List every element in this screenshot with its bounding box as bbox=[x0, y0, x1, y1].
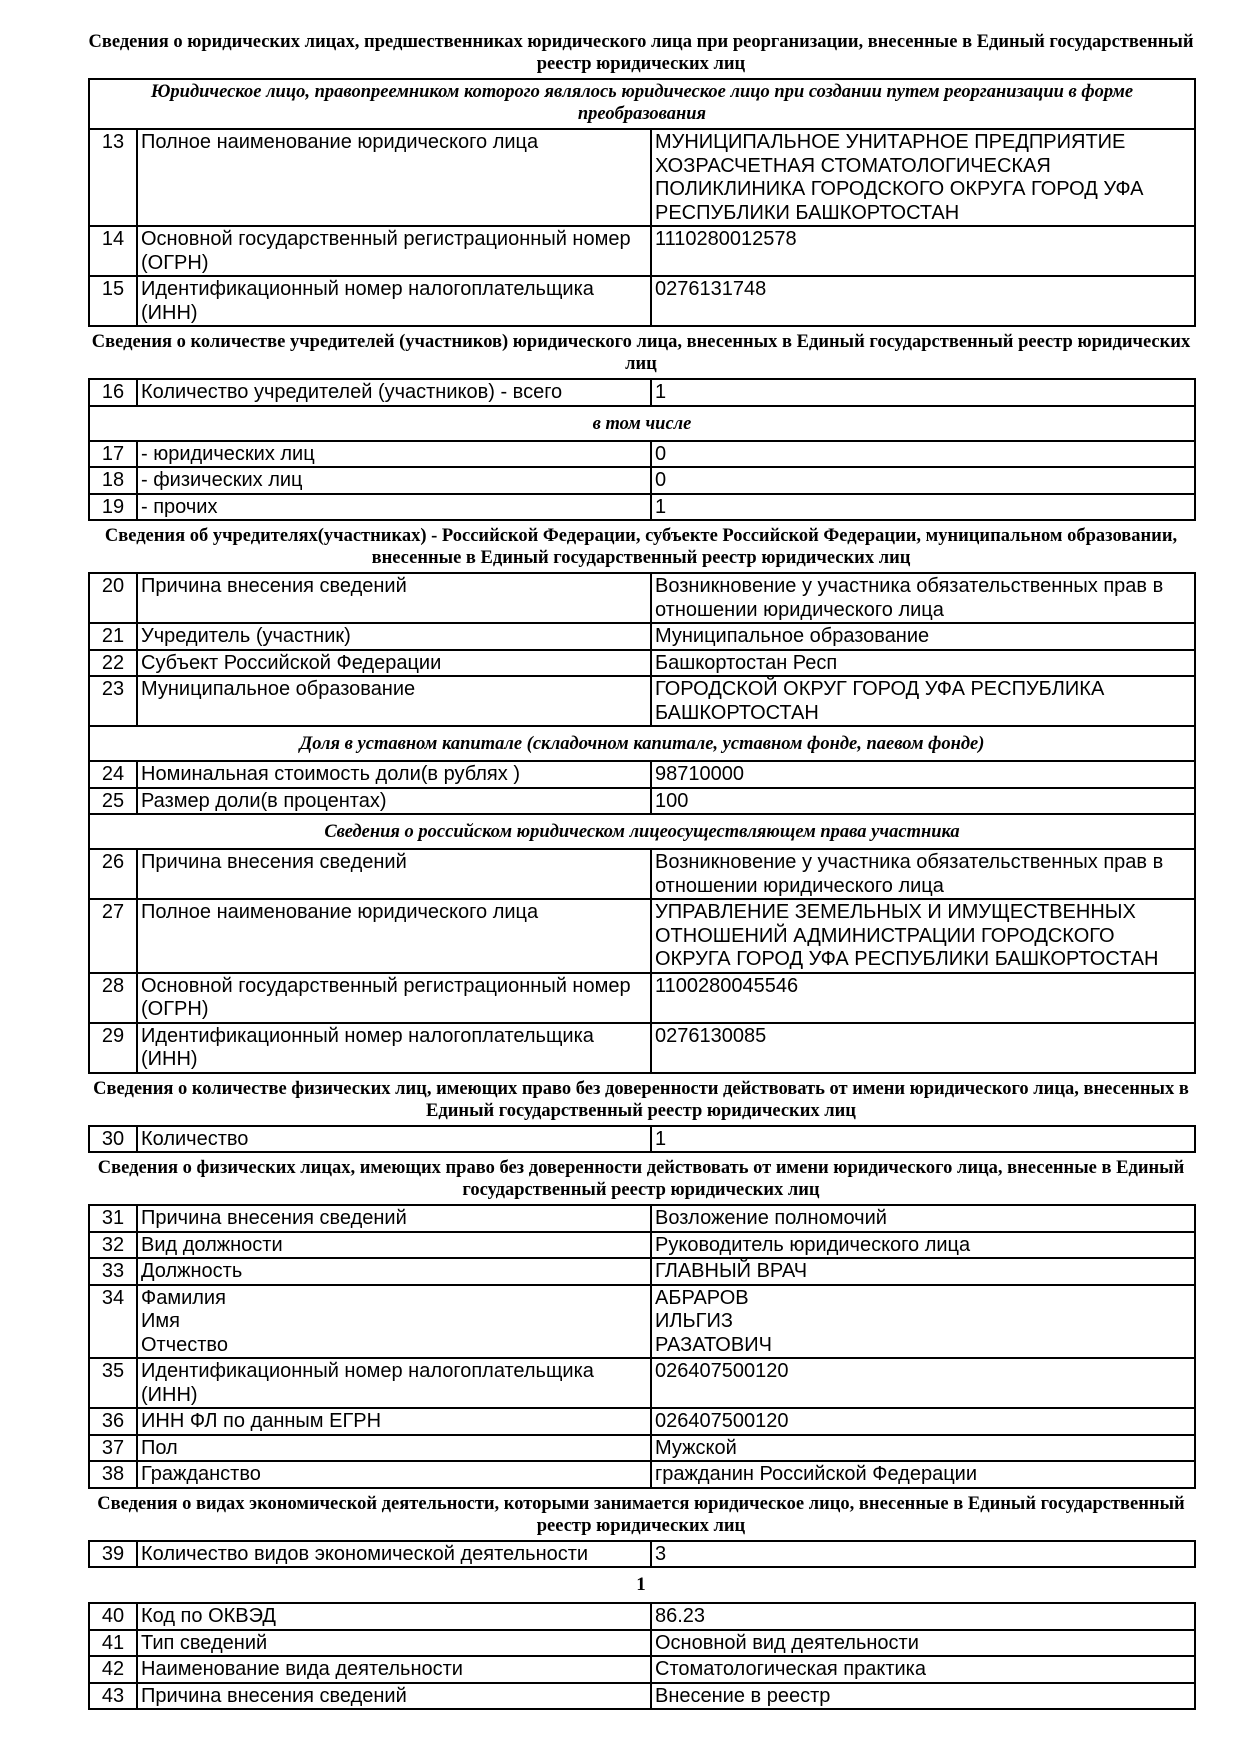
row-number: 17 bbox=[89, 441, 137, 468]
activity-item-table bbox=[88, 1602, 1196, 1710]
field-value: 026407500120 bbox=[651, 1358, 1195, 1408]
field-value: 0276130085 bbox=[651, 1023, 1195, 1073]
row-number: 37 bbox=[89, 1435, 137, 1462]
field-label: - физических лиц bbox=[137, 467, 651, 494]
table-row bbox=[89, 573, 1195, 623]
row-number: 24 bbox=[89, 761, 137, 788]
field-label bbox=[137, 1285, 651, 1359]
table-subheader-legal-entity: Сведения о российском юридическом лицеосуществляющем права участника bbox=[89, 814, 1195, 849]
table-subheader-row bbox=[89, 79, 1195, 129]
field-value: гражданин Российской Федерации bbox=[651, 1461, 1195, 1488]
section-title-founders-municipal: Сведения об учредителях(участниках) - Российской Федерации, субъекте Российской Федерации, муниципальном образовании, внесенные в Единый государственный реестр юридических лиц bbox=[104, 526, 1178, 568]
field-label: Муниципальное образование bbox=[137, 676, 651, 726]
first-name-label: Имя bbox=[141, 1310, 180, 1332]
row-number: 22 bbox=[89, 650, 137, 677]
row-number: 41 bbox=[89, 1630, 137, 1657]
row-number: 30 bbox=[89, 1126, 137, 1153]
field-label: Субъект Российской Федерации bbox=[137, 650, 651, 677]
patronymic-label: Отчество bbox=[141, 1333, 228, 1356]
field-label: Основной государственный регистрационный номер (ОГРН) bbox=[137, 226, 651, 276]
table-row-full-name bbox=[89, 1285, 1195, 1359]
table-row bbox=[89, 1683, 1195, 1710]
field-label: Идентификационный номер налогоплательщика (ИНН) bbox=[137, 276, 651, 326]
field-label: Тип сведений bbox=[137, 1630, 651, 1657]
first-name-value: ИЛЬГИЗ bbox=[655, 1310, 733, 1332]
field-label: Количество учредителей (участников) - всего bbox=[137, 379, 651, 406]
table-row bbox=[89, 1258, 1195, 1285]
field-label: Причина внесения сведений bbox=[137, 1205, 651, 1232]
row-number: 19 bbox=[89, 494, 137, 521]
field-value: 3 bbox=[651, 1541, 1195, 1568]
table-row bbox=[89, 379, 1195, 406]
table-row bbox=[89, 1126, 1195, 1153]
row-number: 16 bbox=[89, 379, 137, 406]
field-label: Основной государственный регистрационный номер (ОГРН) bbox=[137, 973, 651, 1023]
field-label: Идентификационный номер налогоплательщика (ИНН) bbox=[137, 1023, 651, 1073]
row-number: 13 bbox=[89, 129, 137, 226]
table-row bbox=[89, 788, 1195, 815]
field-value: 0276131748 bbox=[651, 276, 1195, 326]
table-row bbox=[89, 1603, 1195, 1630]
field-label: Количество bbox=[137, 1126, 651, 1153]
table-row bbox=[89, 676, 1195, 726]
table-row bbox=[89, 129, 1195, 226]
field-label: - прочих bbox=[137, 494, 651, 521]
table-row bbox=[89, 1205, 1195, 1232]
field-value: 0 bbox=[651, 441, 1195, 468]
row-number: 31 bbox=[89, 1205, 137, 1232]
table-row bbox=[89, 761, 1195, 788]
field-value: Внесение в реестр bbox=[651, 1683, 1195, 1710]
row-number: 28 bbox=[89, 973, 137, 1023]
row-number: 27 bbox=[89, 899, 137, 973]
field-value: 1 bbox=[651, 1126, 1195, 1153]
section-title-activities: Сведения о видах экономической деятельности, которыми занимается юридическое лицо, внесенные в Единый государственный реестр юридических лиц bbox=[97, 1493, 1185, 1536]
row-number: 36 bbox=[89, 1408, 137, 1435]
row-number: 21 bbox=[89, 623, 137, 650]
table-row bbox=[89, 1461, 1195, 1488]
table-subheader-share: Доля в уставном капитале (складочном капитале, уставном фонде, паевом фонде) bbox=[89, 726, 1195, 761]
section-title-persons: Сведения о физических лицах, имеющих право без доверенности действовать от имени юридического лица, внесенные в Единый государственный реестр юридических лиц bbox=[97, 1158, 1185, 1200]
field-label: Идентификационный номер налогоплательщика (ИНН) bbox=[137, 1358, 651, 1408]
row-number: 35 bbox=[89, 1358, 137, 1408]
surname-value: АБРАРОВ bbox=[655, 1286, 749, 1309]
table-row bbox=[89, 441, 1195, 468]
table-row bbox=[89, 973, 1195, 1023]
founders-count-table bbox=[88, 378, 1196, 521]
row-number: 40 bbox=[89, 1603, 137, 1630]
row-number: 20 bbox=[89, 573, 137, 623]
field-value: 0 bbox=[651, 467, 1195, 494]
table-subheader-row bbox=[89, 814, 1195, 849]
table-row bbox=[89, 1358, 1195, 1408]
table-row bbox=[89, 467, 1195, 494]
table-row bbox=[89, 1435, 1195, 1462]
field-label: Причина внесения сведений bbox=[137, 1683, 651, 1710]
field-value: 1 bbox=[651, 494, 1195, 521]
field-value: МУНИЦИПАЛЬНОЕ УНИТАРНОЕ ПРЕДПРИЯТИЕ ХОЗРАСЧЕТНАЯ СТОМАТОЛОГИЧЕСКАЯ ПОЛИКЛИНИКА ГОРОДСКОГО ОКРУГА ГОРОД УФА РЕСПУБЛИКИ БАШКОРТОСТАН bbox=[651, 129, 1195, 226]
table-row bbox=[89, 1023, 1195, 1073]
table-row bbox=[89, 226, 1195, 276]
field-label: Полное наименование юридического лица bbox=[137, 899, 651, 973]
field-value: 100 bbox=[651, 788, 1195, 815]
table-row bbox=[89, 1541, 1195, 1568]
field-value: Основной вид деятельности bbox=[651, 1630, 1195, 1657]
field-label: Номинальная стоимость доли(в рублях ) bbox=[137, 761, 651, 788]
activities-count-table bbox=[88, 1540, 1196, 1569]
field-value: Муниципальное образование bbox=[651, 623, 1195, 650]
field-value: ГОРОДСКОЙ ОКРУГ ГОРОД УФА РЕСПУБЛИКА БАШКОРТОСТАН bbox=[651, 676, 1195, 726]
persons-count-table bbox=[88, 1125, 1196, 1154]
section-title-founders-count: Сведения о количестве учредителей (участников) юридического лица, внесенных в Единый государственный реестр юридических лиц bbox=[91, 332, 1191, 374]
field-value: УПРАВЛЕНИЕ ЗЕМЕЛЬНЫХ И ИМУЩЕСТВЕННЫХ ОТНОШЕНИЙ АДМИНИСТРАЦИИ ГОРОДСКОГО ОКРУГА ГОРОД УФА РЕСПУБЛИКИ БАШКОРТОСТАН bbox=[651, 899, 1195, 973]
row-number: 25 bbox=[89, 788, 137, 815]
field-label: Количество видов экономической деятельности bbox=[137, 1541, 651, 1568]
field-value: Руководитель юридического лица bbox=[651, 1232, 1195, 1259]
table-subheader: Юридическое лицо, правопреемником которого являлось юридическое лицо при создании путем реорганизации в форме преобразования bbox=[89, 79, 1195, 129]
row-number: 14 bbox=[89, 226, 137, 276]
egrul-extract-page bbox=[88, 31, 1194, 1710]
row-number: 23 bbox=[89, 676, 137, 726]
persons-table bbox=[88, 1204, 1196, 1489]
predecessors-table bbox=[88, 78, 1196, 327]
table-subheader: в том числе bbox=[89, 406, 1195, 441]
table-row bbox=[89, 899, 1195, 973]
row-number: 38 bbox=[89, 1461, 137, 1488]
activity-item-number: 1 bbox=[636, 1574, 646, 1595]
table-row bbox=[89, 650, 1195, 677]
table-row bbox=[89, 623, 1195, 650]
field-value: 1100280045546 bbox=[651, 973, 1195, 1023]
field-value: ГЛАВНЫЙ ВРАЧ bbox=[651, 1258, 1195, 1285]
field-value: Возникновение у участника обязательственных прав в отношении юридического лица bbox=[651, 849, 1195, 899]
field-value: 1 bbox=[651, 379, 1195, 406]
table-row bbox=[89, 276, 1195, 326]
founders-municipal-table bbox=[88, 572, 1196, 1074]
row-number: 42 bbox=[89, 1656, 137, 1683]
field-value: 98710000 bbox=[651, 761, 1195, 788]
table-row bbox=[89, 1630, 1195, 1657]
field-value: 1110280012578 bbox=[651, 226, 1195, 276]
table-row bbox=[89, 1408, 1195, 1435]
field-label: Пол bbox=[137, 1435, 651, 1462]
field-label: Наименование вида деятельности bbox=[137, 1656, 651, 1683]
field-value: Башкортостан Респ bbox=[651, 650, 1195, 677]
field-label: Гражданство bbox=[137, 1461, 651, 1488]
section-title-persons-count: Сведения о количестве физических лиц, имеющих право без доверенности действовать от имени юридического лица, внесенных в Единый государственный реестр юридических лиц bbox=[93, 1078, 1189, 1121]
table-subheader-row bbox=[89, 406, 1195, 441]
field-label: Причина внесения сведений bbox=[137, 849, 651, 899]
field-value: 86.23 bbox=[651, 1603, 1195, 1630]
field-value: Стоматологическая практика bbox=[651, 1656, 1195, 1683]
field-label: ИНН ФЛ по данным ЕГРН bbox=[137, 1408, 651, 1435]
row-number: 32 bbox=[89, 1232, 137, 1259]
field-label: Вид должности bbox=[137, 1232, 651, 1259]
field-label: Причина внесения сведений bbox=[137, 573, 651, 623]
table-row bbox=[89, 849, 1195, 899]
field-label: Полное наименование юридического лица bbox=[137, 129, 651, 226]
field-label: Код по ОКВЭД bbox=[137, 1603, 651, 1630]
field-value: Возложение полномочий bbox=[651, 1205, 1195, 1232]
row-number: 29 bbox=[89, 1023, 137, 1073]
table-row bbox=[89, 494, 1195, 521]
table-row bbox=[89, 1232, 1195, 1259]
field-label: Размер доли(в процентах) bbox=[137, 788, 651, 815]
row-number: 43 bbox=[89, 1683, 137, 1710]
row-number: 34 bbox=[89, 1285, 137, 1359]
field-label: Должность bbox=[137, 1258, 651, 1285]
field-value: Мужской bbox=[651, 1435, 1195, 1462]
field-value: 026407500120 bbox=[651, 1408, 1195, 1435]
field-value: Возникновение у участника обязательственных прав в отношении юридического лица bbox=[651, 573, 1195, 623]
surname-label: Фамилия bbox=[141, 1286, 226, 1309]
row-number: 33 bbox=[89, 1258, 137, 1285]
table-subheader-row bbox=[89, 726, 1195, 761]
field-value bbox=[651, 1285, 1195, 1359]
table-row bbox=[89, 1656, 1195, 1683]
patronymic-value: РАЗАТОВИЧ bbox=[655, 1333, 772, 1356]
section-title-predecessors: Сведения о юридических лицах, предшественниках юридического лица при реорганизации, внесенные в Единый государственный реестр юридических лиц bbox=[88, 32, 1194, 74]
row-number: 39 bbox=[89, 1541, 137, 1568]
field-label: Учредитель (участник) bbox=[137, 623, 651, 650]
field-label: - юридических лиц bbox=[137, 441, 651, 468]
row-number: 15 bbox=[89, 276, 137, 326]
row-number: 26 bbox=[89, 849, 137, 899]
row-number: 18 bbox=[89, 467, 137, 494]
